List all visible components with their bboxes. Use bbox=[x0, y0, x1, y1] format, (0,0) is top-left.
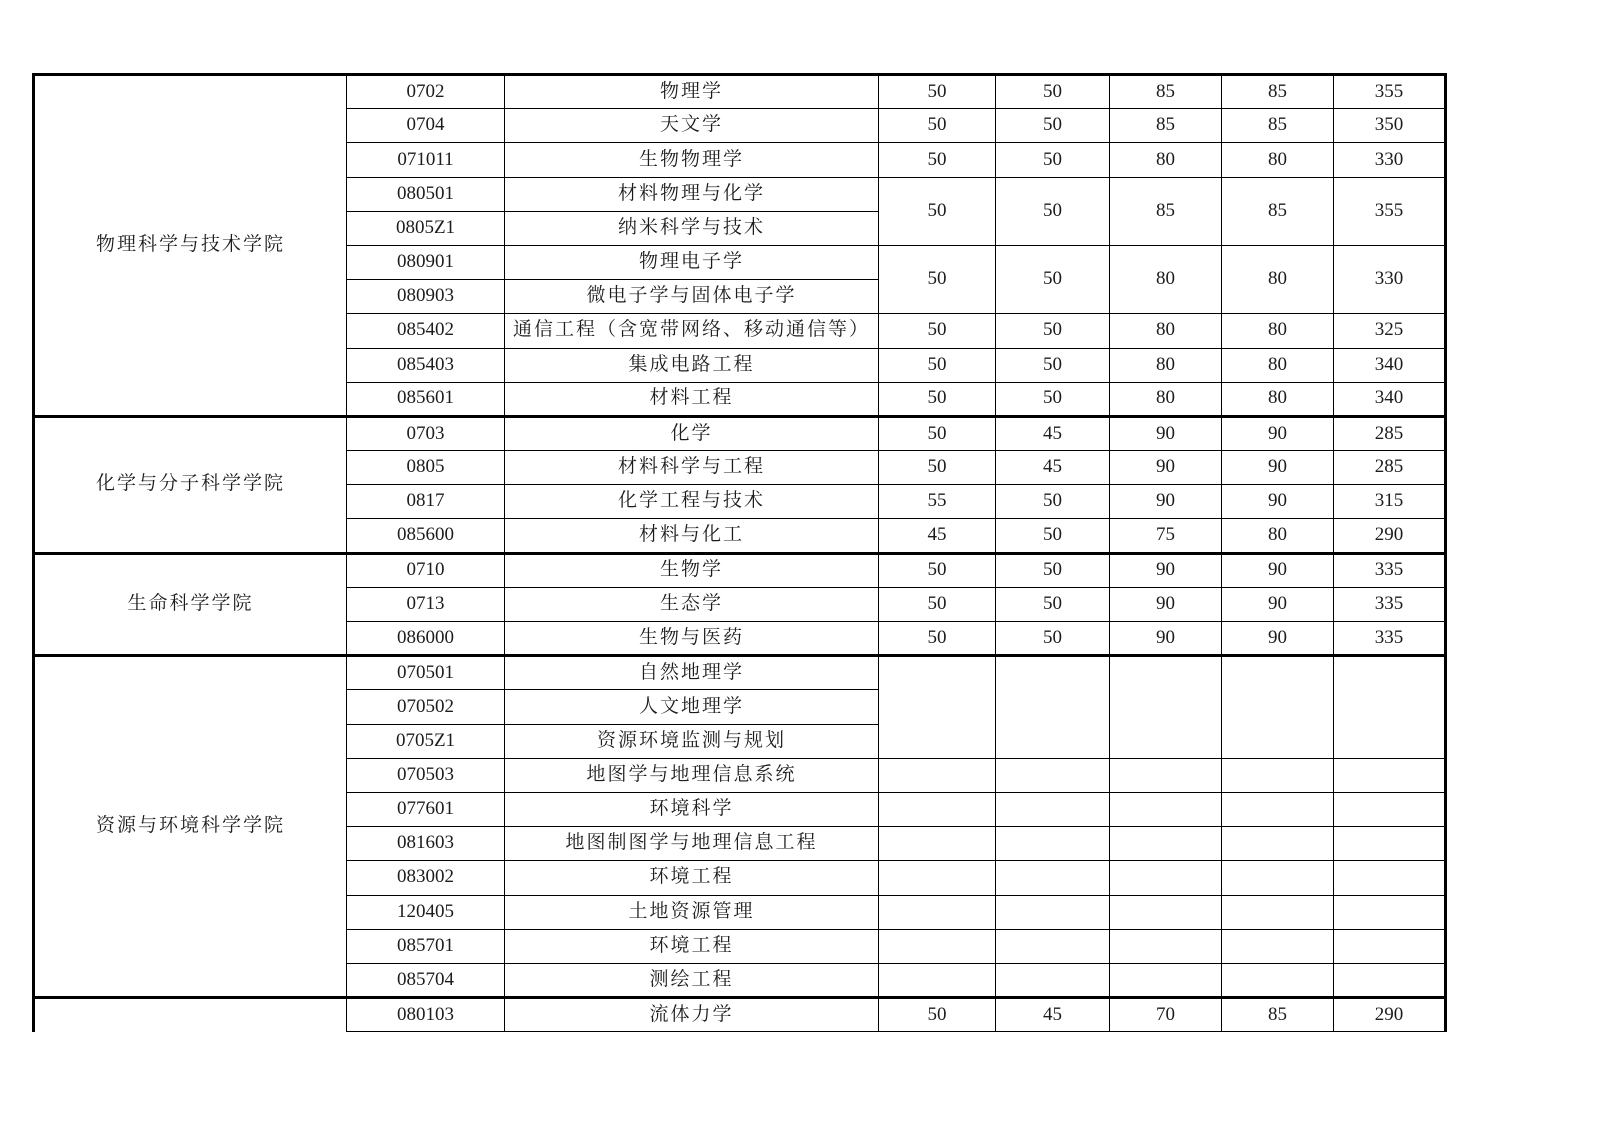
score-cell: 90 bbox=[1222, 485, 1334, 519]
major-code-cell: 080103 bbox=[347, 998, 505, 1032]
score-cell: 85 bbox=[1222, 109, 1334, 143]
total-score-cell: 330 bbox=[1334, 245, 1446, 313]
major-code-cell: 070503 bbox=[347, 758, 505, 792]
score-cell: 50 bbox=[996, 109, 1110, 143]
score-cell: 80 bbox=[1222, 519, 1334, 553]
major-name-cell: 物理学 bbox=[505, 75, 879, 109]
total-score-cell bbox=[1334, 792, 1446, 826]
score-cell bbox=[1222, 656, 1334, 759]
total-score-cell bbox=[1334, 758, 1446, 792]
major-name-cell: 人文地理学 bbox=[505, 690, 879, 724]
score-cell: 90 bbox=[1110, 622, 1222, 656]
score-cell bbox=[996, 827, 1110, 861]
table-row bbox=[34, 75, 1446, 109]
major-name-cell: 材料与化工 bbox=[505, 519, 879, 553]
score-cell: 75 bbox=[1110, 519, 1222, 553]
score-cell: 80 bbox=[1222, 348, 1334, 382]
total-score-cell: 285 bbox=[1334, 451, 1446, 485]
major-name-cell: 地图学与地理信息系统 bbox=[505, 758, 879, 792]
major-code-cell: 077601 bbox=[347, 792, 505, 826]
score-cell bbox=[879, 656, 996, 759]
score-cell bbox=[879, 895, 996, 929]
major-name-cell: 测绘工程 bbox=[505, 963, 879, 997]
major-name-cell: 生物与医药 bbox=[505, 622, 879, 656]
score-cell bbox=[1222, 758, 1334, 792]
major-code-cell: 083002 bbox=[347, 861, 505, 895]
total-score-cell bbox=[1334, 895, 1446, 929]
major-name-cell: 材料工程 bbox=[505, 382, 879, 416]
total-score-cell: 350 bbox=[1334, 109, 1446, 143]
score-cell: 90 bbox=[1110, 587, 1222, 621]
college-cell: 资源与环境科学学院 bbox=[34, 656, 347, 998]
total-score-cell: 290 bbox=[1334, 998, 1446, 1032]
score-cell: 45 bbox=[996, 998, 1110, 1032]
score-cell bbox=[1110, 827, 1222, 861]
score-cell bbox=[996, 895, 1110, 929]
score-cell: 85 bbox=[1110, 75, 1222, 109]
major-code-cell: 0710 bbox=[347, 553, 505, 587]
total-score-cell: 325 bbox=[1334, 314, 1446, 348]
major-code-cell: 080903 bbox=[347, 280, 505, 314]
score-cell: 50 bbox=[879, 622, 996, 656]
major-code-cell: 085600 bbox=[347, 519, 505, 553]
total-score-cell: 290 bbox=[1334, 519, 1446, 553]
total-score-cell: 330 bbox=[1334, 143, 1446, 177]
score-cell: 90 bbox=[1222, 553, 1334, 587]
score-cell bbox=[996, 792, 1110, 826]
score-cell bbox=[996, 656, 1110, 759]
major-code-cell: 085601 bbox=[347, 382, 505, 416]
major-name-cell: 材料物理与化学 bbox=[505, 177, 879, 211]
major-code-cell: 0805 bbox=[347, 451, 505, 485]
major-name-cell: 生物物理学 bbox=[505, 143, 879, 177]
score-cell bbox=[1110, 861, 1222, 895]
major-code-cell: 086000 bbox=[347, 622, 505, 656]
score-cell: 80 bbox=[1110, 245, 1222, 313]
score-cell bbox=[1110, 656, 1222, 759]
total-score-cell: 285 bbox=[1334, 416, 1446, 450]
score-cell: 50 bbox=[879, 998, 996, 1032]
score-cell: 50 bbox=[996, 553, 1110, 587]
score-cell: 50 bbox=[996, 143, 1110, 177]
college-cell bbox=[34, 998, 347, 1032]
score-cell: 50 bbox=[996, 519, 1110, 553]
college-cell: 生命科学学院 bbox=[34, 553, 347, 656]
score-cell: 80 bbox=[1222, 382, 1334, 416]
score-cell bbox=[1110, 895, 1222, 929]
score-cell: 50 bbox=[879, 416, 996, 450]
major-name-cell: 环境工程 bbox=[505, 929, 879, 963]
score-cell: 50 bbox=[879, 177, 996, 245]
score-cell: 55 bbox=[879, 485, 996, 519]
score-cell bbox=[1110, 792, 1222, 826]
score-cell bbox=[1222, 929, 1334, 963]
total-score-cell bbox=[1334, 656, 1446, 759]
major-name-cell: 材料科学与工程 bbox=[505, 451, 879, 485]
score-cell: 80 bbox=[1110, 143, 1222, 177]
score-cell: 50 bbox=[879, 143, 996, 177]
major-code-cell: 081603 bbox=[347, 827, 505, 861]
total-score-cell bbox=[1334, 827, 1446, 861]
total-score-cell bbox=[1334, 861, 1446, 895]
total-score-cell: 335 bbox=[1334, 553, 1446, 587]
admission-score-table bbox=[32, 73, 1447, 1032]
major-name-cell: 物理电子学 bbox=[505, 245, 879, 279]
score-cell: 85 bbox=[1110, 109, 1222, 143]
score-cell: 50 bbox=[996, 348, 1110, 382]
major-code-cell: 085704 bbox=[347, 963, 505, 997]
score-cell: 50 bbox=[879, 382, 996, 416]
major-name-cell: 自然地理学 bbox=[505, 656, 879, 690]
table-row bbox=[34, 656, 1446, 690]
major-name-cell: 资源环境监测与规划 bbox=[505, 724, 879, 758]
major-name-cell: 生物学 bbox=[505, 553, 879, 587]
total-score-cell: 315 bbox=[1334, 485, 1446, 519]
score-cell bbox=[1110, 963, 1222, 997]
total-score-cell: 355 bbox=[1334, 75, 1446, 109]
score-cell: 50 bbox=[879, 553, 996, 587]
score-cell bbox=[879, 963, 996, 997]
major-code-cell: 071011 bbox=[347, 143, 505, 177]
score-cell: 50 bbox=[996, 587, 1110, 621]
score-cell: 45 bbox=[996, 451, 1110, 485]
score-cell: 80 bbox=[1222, 143, 1334, 177]
total-score-cell: 340 bbox=[1334, 382, 1446, 416]
total-score-cell: 335 bbox=[1334, 587, 1446, 621]
score-cell bbox=[996, 758, 1110, 792]
major-code-cell: 0703 bbox=[347, 416, 505, 450]
score-cell bbox=[996, 963, 1110, 997]
score-cell: 50 bbox=[996, 314, 1110, 348]
score-cell bbox=[1222, 792, 1334, 826]
total-score-cell: 355 bbox=[1334, 177, 1446, 245]
score-cell: 50 bbox=[879, 587, 996, 621]
score-cell bbox=[879, 792, 996, 826]
major-name-cell: 土地资源管理 bbox=[505, 895, 879, 929]
score-cell: 45 bbox=[996, 416, 1110, 450]
college-cell: 化学与分子科学学院 bbox=[34, 416, 347, 553]
score-cell: 70 bbox=[1110, 998, 1222, 1032]
score-cell bbox=[1222, 895, 1334, 929]
score-cell: 90 bbox=[1222, 416, 1334, 450]
score-cell: 90 bbox=[1222, 587, 1334, 621]
score-cell: 50 bbox=[996, 382, 1110, 416]
score-cell: 90 bbox=[1110, 416, 1222, 450]
score-cell: 50 bbox=[879, 75, 996, 109]
score-cell: 80 bbox=[1110, 314, 1222, 348]
score-cell bbox=[879, 758, 996, 792]
score-cell bbox=[1222, 963, 1334, 997]
major-name-cell: 集成电路工程 bbox=[505, 348, 879, 382]
score-cell: 45 bbox=[879, 519, 996, 553]
score-cell: 50 bbox=[879, 314, 996, 348]
score-cell: 50 bbox=[879, 451, 996, 485]
total-score-cell bbox=[1334, 963, 1446, 997]
score-cell: 80 bbox=[1110, 348, 1222, 382]
major-code-cell: 085403 bbox=[347, 348, 505, 382]
major-code-cell: 080901 bbox=[347, 245, 505, 279]
major-name-cell: 生态学 bbox=[505, 587, 879, 621]
major-code-cell: 0817 bbox=[347, 485, 505, 519]
score-cell: 90 bbox=[1110, 485, 1222, 519]
major-code-cell: 070502 bbox=[347, 690, 505, 724]
score-cell: 80 bbox=[1110, 382, 1222, 416]
score-table-body bbox=[34, 75, 1446, 1032]
score-cell: 50 bbox=[879, 109, 996, 143]
major-name-cell: 环境工程 bbox=[505, 861, 879, 895]
score-cell bbox=[1222, 861, 1334, 895]
major-name-cell: 天文学 bbox=[505, 109, 879, 143]
score-cell: 80 bbox=[1222, 245, 1334, 313]
major-code-cell: 085701 bbox=[347, 929, 505, 963]
major-name-cell: 环境科学 bbox=[505, 792, 879, 826]
total-score-cell: 340 bbox=[1334, 348, 1446, 382]
major-code-cell: 0704 bbox=[347, 109, 505, 143]
major-name-cell: 通信工程（含宽带网络、移动通信等） bbox=[505, 314, 879, 348]
major-name-cell: 流体力学 bbox=[505, 998, 879, 1032]
score-cell bbox=[1110, 929, 1222, 963]
major-code-cell: 080501 bbox=[347, 177, 505, 211]
score-cell: 85 bbox=[1222, 998, 1334, 1032]
major-code-cell: 0702 bbox=[347, 75, 505, 109]
score-cell: 90 bbox=[1110, 553, 1222, 587]
score-cell: 85 bbox=[1110, 177, 1222, 245]
major-code-cell: 0705Z1 bbox=[347, 724, 505, 758]
score-cell: 50 bbox=[879, 348, 996, 382]
score-cell bbox=[1222, 827, 1334, 861]
total-score-cell: 335 bbox=[1334, 622, 1446, 656]
college-cell: 物理科学与技术学院 bbox=[34, 75, 347, 417]
score-cell bbox=[879, 929, 996, 963]
score-cell bbox=[996, 861, 1110, 895]
score-cell: 50 bbox=[879, 245, 996, 313]
score-cell: 50 bbox=[996, 622, 1110, 656]
score-cell bbox=[996, 929, 1110, 963]
score-cell: 80 bbox=[1222, 314, 1334, 348]
major-code-cell: 085402 bbox=[347, 314, 505, 348]
score-cell: 50 bbox=[996, 485, 1110, 519]
major-name-cell: 微电子学与固体电子学 bbox=[505, 280, 879, 314]
major-code-cell: 0713 bbox=[347, 587, 505, 621]
major-code-cell: 070501 bbox=[347, 656, 505, 690]
table-row bbox=[34, 998, 1446, 1032]
score-cell: 50 bbox=[996, 245, 1110, 313]
major-name-cell: 地图制图学与地理信息工程 bbox=[505, 827, 879, 861]
total-score-cell bbox=[1334, 929, 1446, 963]
major-code-cell: 120405 bbox=[347, 895, 505, 929]
major-name-cell: 化学工程与技术 bbox=[505, 485, 879, 519]
score-cell bbox=[879, 861, 996, 895]
major-code-cell: 0805Z1 bbox=[347, 211, 505, 245]
score-cell: 85 bbox=[1222, 75, 1334, 109]
score-cell bbox=[1110, 758, 1222, 792]
score-cell bbox=[879, 827, 996, 861]
score-cell: 50 bbox=[996, 177, 1110, 245]
score-cell: 90 bbox=[1110, 451, 1222, 485]
table-row bbox=[34, 416, 1446, 450]
score-cell: 85 bbox=[1222, 177, 1334, 245]
score-cell: 90 bbox=[1222, 622, 1334, 656]
score-cell: 90 bbox=[1222, 451, 1334, 485]
major-name-cell: 纳米科学与技术 bbox=[505, 211, 879, 245]
major-name-cell: 化学 bbox=[505, 416, 879, 450]
table-row bbox=[34, 553, 1446, 587]
score-cell: 50 bbox=[996, 75, 1110, 109]
